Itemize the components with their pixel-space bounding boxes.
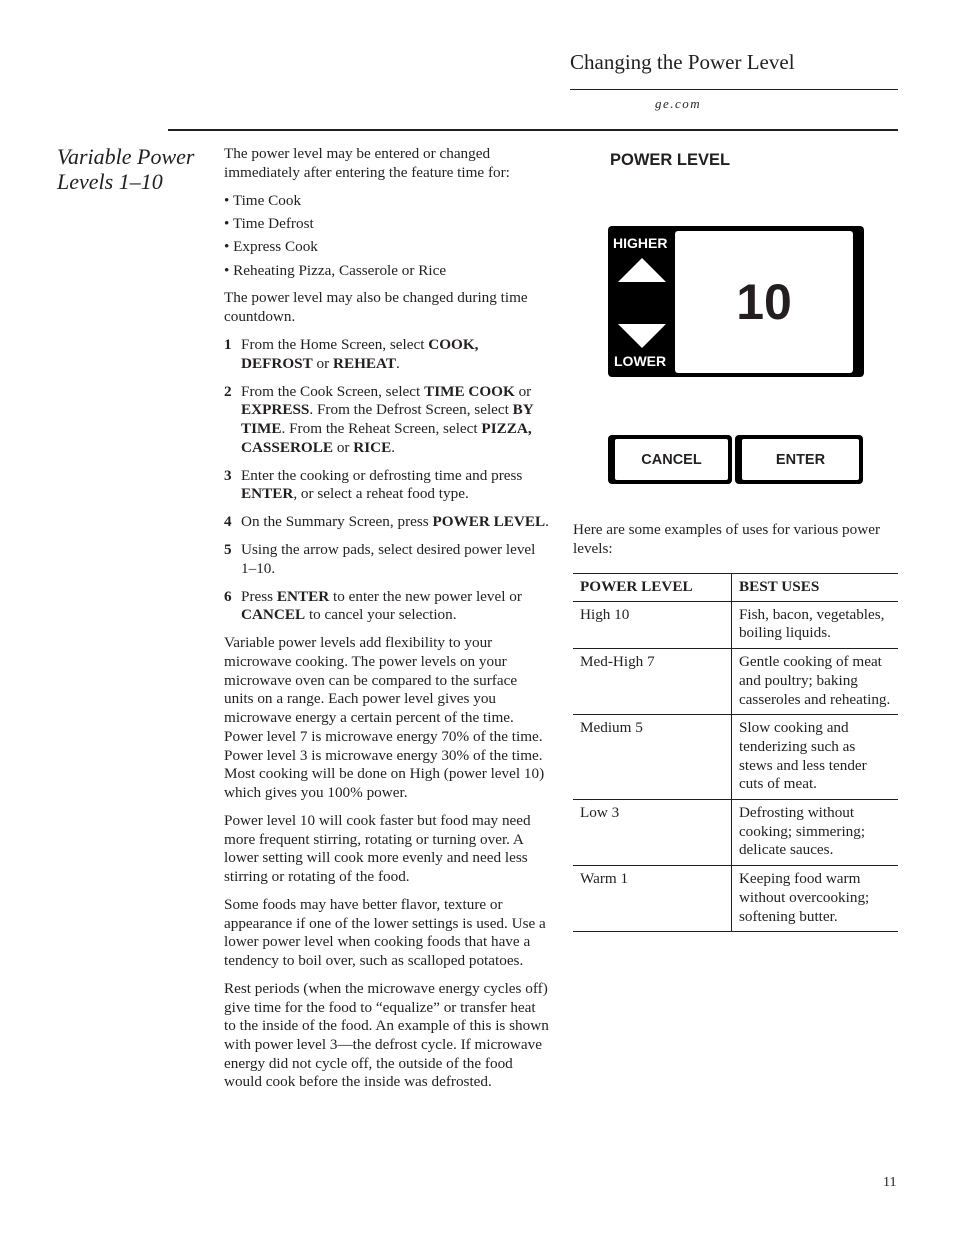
step-emphasis: REHEAT bbox=[332, 354, 396, 372]
uses-intro: Here are some examples of uses for various power levels: bbox=[573, 521, 881, 557]
arrow-down-icon[interactable] bbox=[618, 324, 666, 348]
step-item bbox=[224, 513, 550, 532]
step-number: 2 bbox=[224, 382, 232, 400]
step-text: Using the arrow pads, select desired power level 1–10. bbox=[241, 541, 536, 577]
table-row bbox=[573, 800, 898, 866]
step-emphasis: EXPRESS bbox=[241, 401, 310, 419]
page-number: 11 bbox=[883, 1175, 897, 1190]
table-cell: Med-High 7 bbox=[573, 649, 731, 715]
cancel-button-label: CANCEL bbox=[615, 439, 728, 480]
step-text: or bbox=[333, 438, 354, 456]
step-text: . bbox=[545, 513, 549, 531]
feature-list bbox=[224, 192, 550, 281]
step-item bbox=[224, 383, 550, 458]
cancel-button[interactable] bbox=[608, 435, 732, 484]
step-emphasis: PIZZA, CASSEROLE bbox=[241, 420, 532, 456]
step-emphasis: DEFROST bbox=[241, 354, 313, 372]
step-item bbox=[224, 467, 550, 504]
power-level-label: POWER LEVEL bbox=[610, 151, 731, 169]
step-emphasis: ENTER bbox=[276, 587, 330, 605]
enter-button-label: ENTER bbox=[742, 439, 859, 480]
enter-button[interactable] bbox=[735, 435, 863, 484]
step-text: . From the Reheat Screen, select bbox=[281, 420, 482, 438]
step-text: or bbox=[514, 382, 532, 400]
step-emphasis: BY TIME bbox=[241, 401, 534, 438]
step-emphasis: RICE bbox=[353, 438, 392, 456]
body-paragraph: Rest periods (when the microwave energy cycles off) give time for the food to “equalize” or transfer heat to the inside of the food. An example of this is shown with power level 3—the defrost cycle. If microwave energy did not cycle off, the outside of the food would cook before the inside was defrosted. bbox=[224, 979, 549, 1091]
step-number: 6 bbox=[224, 587, 232, 605]
power-level-uses-table bbox=[573, 573, 898, 932]
step-text: to cancel your selection. bbox=[305, 606, 457, 624]
page-title: Changing the Power Level bbox=[570, 50, 795, 74]
section-divider bbox=[168, 129, 898, 131]
table-header-row bbox=[573, 574, 898, 602]
step-number: 4 bbox=[224, 513, 232, 531]
step-emphasis: TIME COOK bbox=[424, 382, 515, 400]
table-cell: Gentle cooking of meat and poultry; baking casseroles and reheating. bbox=[731, 649, 898, 715]
table-cell: High 10 bbox=[573, 601, 731, 648]
step-text: . bbox=[396, 354, 400, 372]
body-paragraph: Power level 10 will cook faster but food may need more frequent stirring, rotating or turning over. A lower setting will cook more evenly and need less stirring or rotating of the food. bbox=[224, 811, 531, 885]
header-divider bbox=[570, 89, 898, 90]
list-item: • Time Cook bbox=[224, 191, 302, 209]
step-number: 3 bbox=[224, 466, 232, 484]
column-header: POWER LEVEL bbox=[573, 574, 731, 602]
table-cell: Medium 5 bbox=[573, 715, 731, 800]
table-cell: Defrosting without cooking; simmering; delicate sauces. bbox=[731, 800, 898, 866]
step-text: , or select a reheat food type. bbox=[293, 485, 469, 503]
higher-label: HIGHER bbox=[613, 235, 668, 251]
step-text: . From the Defrost Screen, select bbox=[309, 401, 513, 419]
body-paragraph: Some foods may have better flavor, texture or appearance if one of the lower settings is used. Use a lower power level when cooking foods that have a tendency to boil over, such as scalloped potatoes. bbox=[224, 895, 546, 969]
table-row bbox=[573, 649, 898, 715]
instructions-column bbox=[224, 145, 550, 1101]
body-paragraph: Variable power levels add flexibility to your microwave cooking. The power levels on your microwave oven can be compared to the surface units on a range. Each power level gives you microwave energy a certain percent of the time. Power level 7 is microwave energy 70% of the time. Power level 3 is microwave energy 30% of the time. Most cooking will be done on High (power level 10) which gives you 100% power. bbox=[224, 634, 545, 801]
table-cell: Slow cooking and tenderizing such as stews and less tender cuts of meat. bbox=[731, 715, 898, 800]
step-text: Enter the cooking or defrosting time and press bbox=[241, 466, 523, 484]
step-number: 5 bbox=[224, 541, 232, 559]
site-url: ge.com bbox=[655, 96, 702, 111]
display-screen bbox=[675, 231, 853, 373]
step-emphasis: ENTER bbox=[241, 485, 294, 503]
step-text: . bbox=[391, 438, 396, 456]
table-cell: Low 3 bbox=[573, 800, 731, 866]
table-row bbox=[573, 715, 898, 800]
step-text: Press bbox=[241, 587, 277, 605]
step-emphasis: COOK, bbox=[428, 336, 479, 354]
arrow-up-icon[interactable] bbox=[618, 258, 666, 282]
step-emphasis: POWER LEVEL bbox=[432, 513, 546, 531]
step-emphasis: CANCEL bbox=[241, 606, 306, 624]
table-row bbox=[573, 601, 898, 648]
list-item: • Time Defrost bbox=[224, 214, 314, 232]
table-cell: Fish, bacon, vegetables, boiling liquids. bbox=[731, 601, 898, 648]
table-cell: Keeping food warm without overcooking; softening butter. bbox=[731, 866, 898, 932]
lower-label: LOWER bbox=[614, 353, 667, 369]
step-text: From the Home Screen, select bbox=[241, 336, 429, 354]
step-item bbox=[224, 336, 550, 373]
step-item bbox=[224, 588, 550, 625]
intro-paragraph: The power level may be entered or changed immediately after entering the feature time for: bbox=[224, 145, 510, 181]
step-number: 1 bbox=[224, 336, 232, 354]
list-item: • Express Cook bbox=[224, 238, 318, 256]
steps-list bbox=[224, 336, 550, 625]
list-item: • Reheating Pizza, Casserole or Rice bbox=[224, 261, 447, 279]
step-text: On the Summary Screen, press bbox=[241, 513, 433, 531]
step-text: to enter the new power level or bbox=[329, 587, 522, 605]
table-cell: Warm 1 bbox=[573, 866, 731, 932]
table-row bbox=[573, 866, 898, 932]
step-text: or bbox=[312, 354, 333, 372]
column-header: BEST USES bbox=[731, 574, 898, 602]
step-text: From the Cook Screen, select bbox=[241, 382, 425, 400]
step-item bbox=[224, 541, 550, 578]
section-title: Variable Power Levels 1–10 bbox=[57, 144, 195, 194]
countdown-paragraph: The power level may also be changed during time countdown. bbox=[224, 289, 528, 326]
display-value: 10 bbox=[736, 274, 792, 330]
